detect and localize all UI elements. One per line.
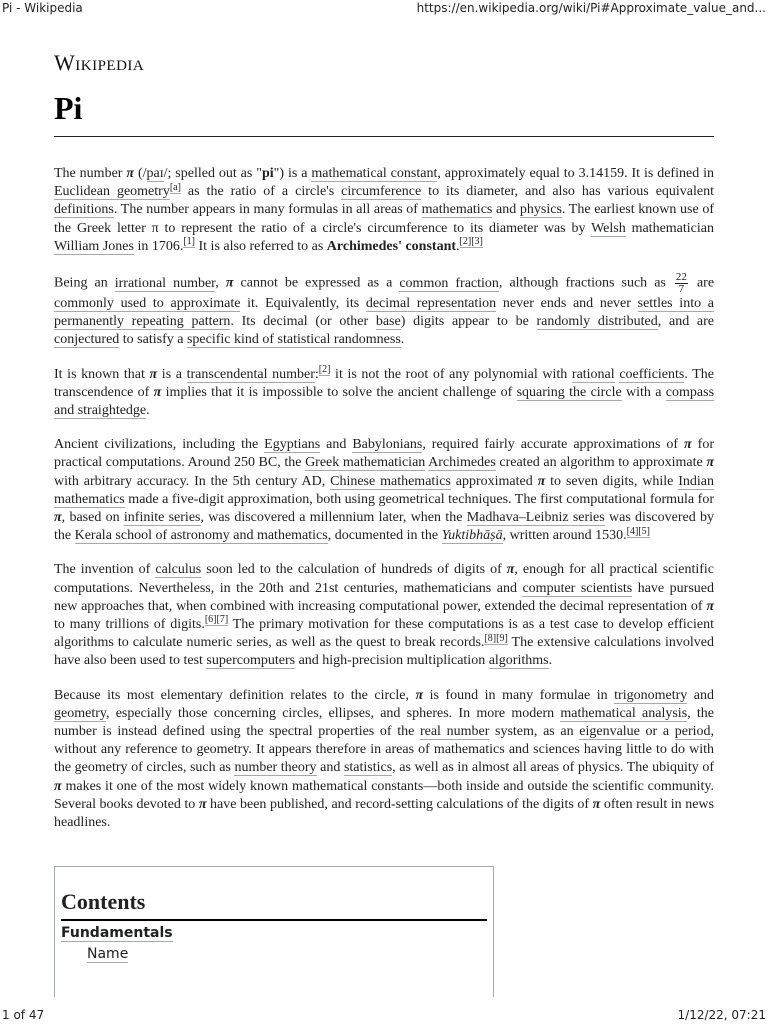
link-mathematics[interactable]: mathematics (421, 202, 493, 218)
intro-paragraph-5: The invention of calculus soon led to the calculation of hundreds of digits of π, enough for all practical scientific computations. Nevertheless, in the 20th and 21st centuries, mathematicians and computer scientists have pursued new approaches that, when combined with increasing computational power, extended the decimal representation of π to many trillions of digits.[6][7] The primary motivation for these computations is as a test case to develop efficient algorithms to calculate numeric series, as well as the quest to break records.[8][9] The extensive calculations involved have also been used to test supercomputers and high-precision multiplication algorithms. (54, 562, 715, 669)
link-coefficients[interactable]: coefficients (619, 366, 685, 382)
pi-symbol: π (198, 796, 207, 812)
link-welsh[interactable]: Welsh (591, 220, 626, 236)
link-mathematical-constant[interactable]: mathematical constant (311, 166, 438, 181)
link-real-number[interactable]: real number (419, 724, 490, 740)
link-transcendental-number[interactable]: transcendental number (186, 366, 315, 382)
print-header (0, 0, 768, 18)
link-kerala-school[interactable]: Kerala school of astronomy and mathematics (74, 528, 328, 544)
intro-paragraph-1: The number π (/paɪ/; spelled out as "pi") is a mathematical constant, approximately equal to 3.14159. It is defined in Euclidean geometry[a] as the ratio of a circle's circumference to its diameter, and also has various equivalent definitions. The number appears in many formulas in all areas of mathematics and physics. The earliest known use of the Greek letter π to represent the ratio of a circle's circumference to its diameter was by Welsh mathematician William Jones in 1706.[1] It is also referred to as Archimedes' constant.[2][3] (54, 166, 715, 254)
link-greek-mathematician[interactable]: Greek mathematician (305, 455, 426, 471)
pi-symbol: π (415, 687, 424, 703)
link-conjectured[interactable]: conjectured (54, 332, 120, 348)
pi-symbol: π (225, 275, 234, 291)
link-irrational-number[interactable]: irrational number (114, 275, 216, 291)
link-babylonians[interactable]: Babylonians (352, 437, 423, 453)
toc-item-name[interactable]: Name (87, 946, 129, 962)
link-egyptians[interactable]: Egyptians (264, 437, 321, 453)
link-decimal-representation[interactable]: decimal representation (365, 296, 497, 312)
pi-symbol: π (149, 366, 158, 382)
link-madhava-leibniz-series[interactable]: Madhava–Leibniz series (466, 510, 605, 526)
citation-6[interactable]: [6] (204, 614, 217, 626)
citation-4[interactable]: [4] (626, 525, 639, 537)
citation-3[interactable]: [3] (471, 236, 483, 248)
link-definitions[interactable]: definitions (54, 202, 114, 218)
pi-symbol: π (506, 562, 515, 578)
link-mathematical-analysis[interactable]: mathematical analysis (560, 705, 688, 721)
page-counter: 1 of 47 (2, 1008, 45, 1022)
link-commonly-used-to-approximate[interactable]: commonly used to approximate (54, 296, 241, 312)
link-william-jones[interactable]: William Jones (54, 238, 134, 254)
link-physics[interactable]: physics (519, 202, 562, 218)
print-page-url: https://en.wikipedia.org/wiki/Pi#Approximate_value_and... (416, 1, 766, 15)
intro-paragraph-6: Because its most elementary definition relates to the circle, π is found in many formulae in trigonometry and geometry, especially those concerning circles, ellipses, and spheres. In more modern mathematical analysis, the number is instead defined using the spectral properties of the real number system, as an eigenvalue or a period, without any reference to geometry. It appears therefore in areas of mathematics and sciences having little to do with the geometry of circles, such as number theory and statistics, as well as in almost all areas of physics. The ubiquity of π makes it one of the most widely known mathematical constants—both inside and outside the scientific community. Several books devoted to π have been published, and record-setting calculations of the digits of π often result in news headlines. (54, 687, 714, 831)
link-supercomputers[interactable]: supercomputers (206, 653, 296, 669)
print-footer (0, 1006, 768, 1024)
link-normal-number[interactable]: specific kind of statistical randomness (186, 332, 401, 348)
pi-symbol: π (153, 384, 162, 400)
intro-paragraph-4: Ancient civilizations, including the Egyptians and Babylonians, required fairly accurate approximations of π for practical computations. Around 250 BC, the Greek mathematician Archimedes created an algorithm to approximate π with arbitrary accuracy. In the 5th century AD, Chinese mathematics approximated π to seven digits, while Indian mathematics made a five-digit approximation, both using geometrical techniques. The first computational formula for π, based on infinite series, was discovered a millennium later, when the Madhava–Leibniz series was discovered by the Kerala school of astronomy and mathematics, documented in the Yuktibhāṣā, written around 1530.[4][5] (54, 437, 715, 544)
link-repeating-decimal[interactable]: settles into a permanently repeating pattern (54, 296, 714, 330)
pi-symbol: π (126, 166, 135, 181)
pi-symbol: π (54, 778, 62, 794)
link-circumference[interactable]: circumference (341, 184, 422, 200)
link-rational[interactable]: rational (571, 366, 615, 382)
pi-symbol: π (706, 455, 715, 471)
link-statistics[interactable]: statistics (343, 760, 393, 776)
table-of-contents (54, 866, 494, 997)
link-squaring-the-circle[interactable]: squaring the circle (516, 384, 622, 400)
pi-symbol: π (537, 473, 546, 489)
link-common-fraction[interactable]: common fraction (399, 275, 499, 291)
intro-paragraph-3: It is known that π is a transcendental number:[2] it is not the root of any polynomial with rational coefficients. The transcendence of π implies that it is impossible to solve the ancient challenge of squaring the circle with a compass and straightedge. (54, 363, 715, 419)
title-divider (54, 136, 714, 137)
link-infinite-series[interactable]: infinite series (123, 510, 201, 526)
citation-2[interactable]: [2] (459, 236, 472, 248)
link-computer-scientists[interactable]: computer scientists (522, 580, 633, 596)
link-base[interactable]: base (375, 314, 401, 330)
link-geometry[interactable]: geometry (54, 705, 106, 721)
link-eigenvalue[interactable]: eigenvalue (579, 724, 640, 740)
pi-symbol: π (684, 437, 692, 453)
wikipedia-wordmark: Wikipedia (54, 50, 145, 75)
pi-symbol: π (54, 510, 62, 526)
page-title: Pi (54, 90, 83, 126)
intro-paragraph-2: Being an irrational number, π cannot be expressed as a common fraction, although fractions such as $\frac{22}{7}$ are commonly used to approximate it. Equivalently, its decimal representation never ends and never settles into a permanently repeating pattern. Its decimal (or other base) digits appear to be randomly distributed, and are conjectured to satisfy a specific kind of statistical randomness. (54, 271, 715, 348)
link-euclidean-geometry[interactable]: Euclidean geometry (54, 184, 170, 200)
link-indian-mathematics[interactable]: Indian mathematics (54, 473, 714, 507)
link-trigonometry[interactable]: trigonometry (614, 687, 688, 703)
citation-9[interactable]: [9] (496, 632, 508, 644)
toc-title: Contents (61, 889, 487, 921)
pi-symbol: π (706, 598, 714, 614)
link-compass-and-straightedge[interactable]: compass and straightedge (54, 384, 715, 419)
citation-7[interactable]: [7] (216, 614, 229, 626)
pronunciation-link[interactable]: paɪ (146, 166, 164, 181)
link-archimedes[interactable]: Archimedes (428, 455, 496, 471)
article (54, 50, 714, 848)
link-chinese-mathematics[interactable]: Chinese mathematics (330, 473, 451, 489)
toc-item-fundamentals[interactable]: Fundamentals (61, 925, 173, 941)
print-page-title: Pi - Wikipedia (2, 1, 83, 15)
citation-2[interactable]: [2] (318, 363, 331, 375)
fraction-22-over-7: $\frac{22}{7}$ (675, 271, 687, 296)
link-randomly-distributed[interactable]: randomly distributed (536, 314, 658, 330)
link-period[interactable]: period (674, 724, 711, 740)
citation-note-a[interactable]: [a] (169, 181, 181, 193)
article-body (54, 165, 714, 832)
print-datetime: 1/12/22, 07:21 (677, 1008, 766, 1022)
link-yuktibhasa[interactable]: Yuktibhāṣā (441, 528, 503, 544)
citation-1[interactable]: [1] (183, 236, 195, 248)
citation-8[interactable]: [8] (484, 632, 497, 644)
pi-symbol: π (592, 796, 601, 812)
link-number-theory[interactable]: number theory (234, 760, 317, 776)
link-calculus[interactable]: calculus (155, 562, 202, 578)
link-algorithms[interactable]: algorithms (488, 653, 549, 669)
citation-5[interactable]: [5] (638, 525, 650, 537)
